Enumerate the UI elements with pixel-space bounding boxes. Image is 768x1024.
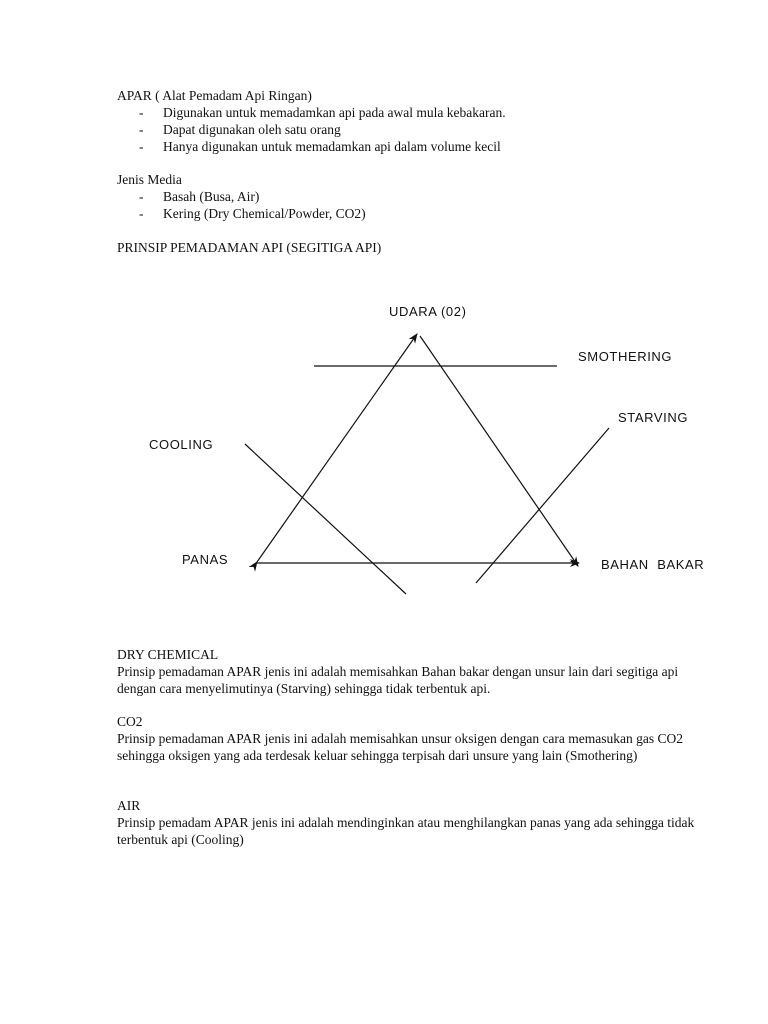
label-smothering: SMOTHERING [578, 349, 673, 364]
bullet-dash: - [139, 189, 144, 204]
apar-heading: APAR ( Alat Pemadam Api Ringan) [117, 88, 312, 103]
section-co2 [117, 713, 717, 764]
section-text: Prinsip pemadaman APAR jenis ini adalah memisahkan unsur oksigen dengan cara memasukan gas CO2 sehingga oksigen yang ada terdesak keluar sehingga terpisah dari unsure yang lain (Smothering) [117, 731, 684, 763]
cooling-line [245, 444, 406, 594]
label-udara: UDARA (02) [389, 304, 467, 319]
media-item-text: Basah (Busa, Air) [163, 189, 260, 204]
media-heading: Jenis Media [117, 172, 182, 187]
bullet-dash: - [139, 122, 144, 137]
section-title: CO2 [117, 714, 143, 729]
triangle-right-side-arrow [420, 336, 578, 566]
apar-item-text: Dapat digunakan oleh satu orang [163, 122, 341, 137]
starving-line [476, 428, 609, 583]
section-title: AIR [117, 798, 141, 813]
label-cooling: COOLING [149, 437, 214, 452]
bullet-dash: - [139, 139, 144, 154]
section-air [117, 797, 717, 848]
label-starving: STARVING [618, 410, 689, 425]
apar-item-text: Hanya digunakan untuk memadamkan api dalam volume kecil [163, 139, 501, 154]
label-panas: PANAS [182, 552, 229, 567]
media-item-text: Kering (Dry Chemical/Powder, CO2) [163, 206, 366, 221]
section-title: DRY CHEMICAL [117, 647, 219, 662]
label-bahan-bakar: BAHAN BAKAR [601, 557, 705, 572]
section-text: Prinsip pemadaman APAR jenis ini adalah memisahkan Bahan bakar dengan unsur lain dari segitiga api dengan cara menyelimutinya (Starving) sehingga tidak terbentuk api. [117, 664, 679, 696]
apar-item-text: Digunakan untuk memadamkan api pada awal mula kebakaran. [163, 105, 506, 120]
prinsip-heading: PRINSIP PEMADAMAN API (SEGITIGA API) [117, 240, 382, 255]
section-text: Prinsip pemadam APAR jenis ini adalah mendinginkan atau menghilangkan panas yang ada sehingga tidak terbentuk api (Cooling) [117, 815, 695, 847]
section-dry-chemical [117, 646, 717, 697]
triangle-left-side-arrow [257, 334, 417, 562]
bullet-dash: - [139, 206, 144, 221]
bullet-dash: - [139, 105, 144, 120]
